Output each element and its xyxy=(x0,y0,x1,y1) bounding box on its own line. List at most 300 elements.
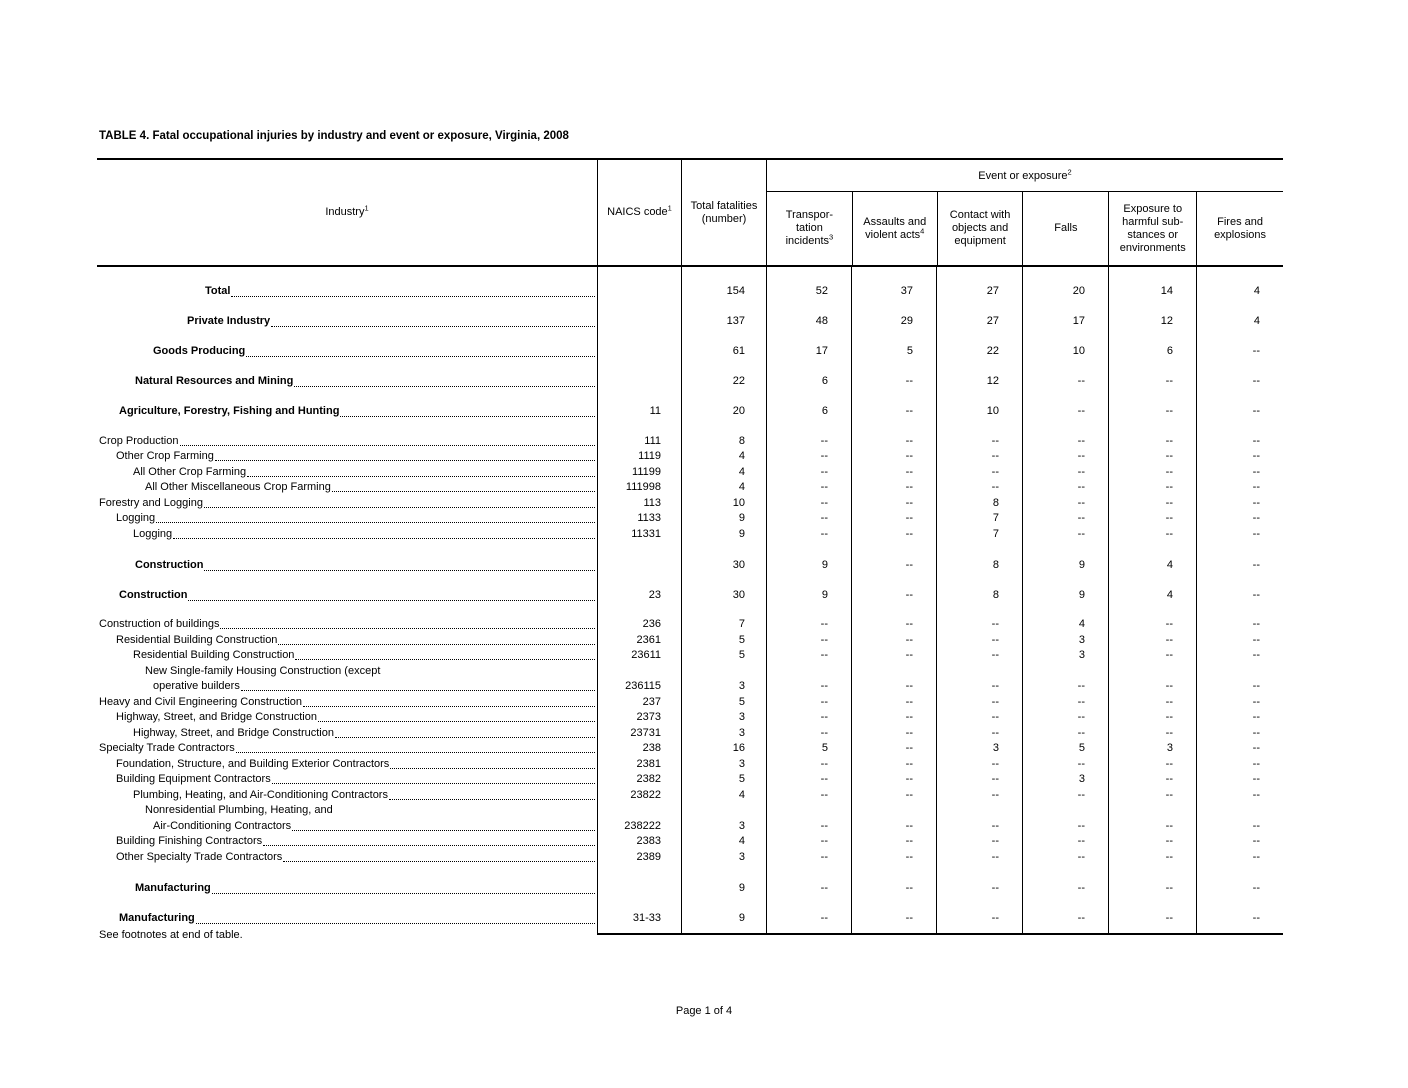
event-value-cell xyxy=(1022,610,1108,617)
event-value-cell: -- xyxy=(936,464,1022,480)
industry-row xyxy=(97,849,1283,865)
naics-code-cell: 23822 xyxy=(597,787,681,803)
industry-row xyxy=(97,903,1283,933)
event-value-cell: -- xyxy=(1108,694,1196,710)
event-value-cell: -- xyxy=(851,511,936,527)
industry-label-cell xyxy=(97,276,597,306)
industry-label-cell xyxy=(97,610,597,617)
event-value-cell: -- xyxy=(851,495,936,511)
total-fatalities-cell: 137 xyxy=(681,306,766,336)
fatalities-table xyxy=(97,158,1283,935)
event-header-line: objects and xyxy=(951,222,1009,234)
industry-label: Manufacturing xyxy=(119,911,195,924)
event-value-cell: -- xyxy=(1022,366,1108,396)
event-value-cell: 4 xyxy=(1196,306,1283,336)
industry-row xyxy=(97,632,1283,648)
event-value-cell: 8 xyxy=(936,495,1022,511)
naics-code-cell: 11 xyxy=(597,396,681,426)
event-value-cell: 6 xyxy=(766,396,851,426)
total-fatalities-cell xyxy=(681,803,766,819)
event-value-cell: 52 xyxy=(766,276,851,306)
event-value-cell xyxy=(936,542,1022,550)
industry-label: All Other Crop Farming xyxy=(133,465,247,478)
event-value-cell: -- xyxy=(766,725,851,741)
dot-leader xyxy=(390,768,595,769)
event-header-line: violent acts$^4$ xyxy=(865,225,925,241)
event-header-line: environments xyxy=(1119,241,1186,254)
event-value-cell: -- xyxy=(1196,818,1283,834)
event-value-cell: -- xyxy=(851,694,936,710)
table-title: TABLE 4. Fatal occupational injuries by industry and event or exposure, Virginia, 2008 xyxy=(99,130,569,142)
dot-leader xyxy=(236,752,595,753)
naics-code-cell: 2361 xyxy=(597,632,681,648)
spacer-row xyxy=(97,865,1283,873)
total-fatalities-cell: 16 xyxy=(681,741,766,757)
event-value-cell xyxy=(1108,865,1196,873)
total-fatalities-cell: 4 xyxy=(681,834,766,850)
event-value-cell: -- xyxy=(1108,710,1196,726)
industry-label: Private Industry xyxy=(187,315,271,327)
naics-code-cell: 2389 xyxy=(597,849,681,865)
event-value-cell: -- xyxy=(1022,396,1108,426)
event-value-cell: -- xyxy=(1108,903,1196,933)
footnote-marker: 4 xyxy=(920,225,925,235)
industry-row xyxy=(97,772,1283,788)
naics-code-cell: 111998 xyxy=(597,480,681,496)
event-value-cell: -- xyxy=(766,849,851,865)
event-value-cell: -- xyxy=(1022,710,1108,726)
column-header-transportation-incidents xyxy=(767,192,852,265)
event-value-cell: -- xyxy=(936,449,1022,465)
industry-row xyxy=(97,834,1283,850)
dot-leader xyxy=(318,721,595,722)
dot-leader xyxy=(389,799,595,800)
industry-label-cell xyxy=(97,550,597,580)
industry-label-cell xyxy=(97,663,597,679)
event-value-cell xyxy=(1022,426,1108,433)
event-value-cell: -- xyxy=(1108,725,1196,741)
event-value-cell: -- xyxy=(936,648,1022,664)
total-fatalities-header-line: Total fatalities xyxy=(690,199,758,212)
industry-row xyxy=(97,336,1283,366)
event-value-cell: -- xyxy=(851,366,936,396)
event-value-cell: -- xyxy=(1022,849,1108,865)
industry-label-cell xyxy=(97,725,597,741)
event-header-line: tation xyxy=(795,222,823,234)
industry-label: Residential Building Construction xyxy=(116,633,278,646)
total-fatalities-header-line: (number) xyxy=(701,212,747,225)
industry-row xyxy=(97,464,1283,480)
event-value-cell: -- xyxy=(1196,741,1283,757)
event-value-cell: -- xyxy=(851,480,936,496)
event-value-cell xyxy=(936,426,1022,433)
dot-leader xyxy=(196,923,595,924)
industry-label-cell xyxy=(97,632,597,648)
event-value-cell: 14 xyxy=(1108,276,1196,306)
event-value-cell: -- xyxy=(766,873,851,903)
event-value-cell: -- xyxy=(1196,396,1283,426)
naics-code-cell xyxy=(597,336,681,366)
dot-leader xyxy=(295,659,595,660)
event-value-cell xyxy=(936,803,1022,819)
event-value-cell: 3 xyxy=(936,741,1022,757)
industry-row xyxy=(97,648,1283,664)
event-value-cell: -- xyxy=(1108,526,1196,542)
event-value-cell: -- xyxy=(766,617,851,633)
industry-label-cell xyxy=(97,336,597,366)
total-fatalities-cell: 10 xyxy=(681,495,766,511)
event-value-cell: 48 xyxy=(766,306,851,336)
industry-row xyxy=(97,617,1283,633)
dot-leader xyxy=(204,570,595,571)
event-value-cell: -- xyxy=(766,480,851,496)
dot-leader xyxy=(204,507,595,508)
naics-code-cell: 23611 xyxy=(597,648,681,664)
industry-label: New Single-family Housing Construction (except xyxy=(145,664,381,677)
industry-row xyxy=(97,526,1283,542)
event-value-cell xyxy=(851,267,936,276)
industry-row xyxy=(97,663,1283,679)
spacer-row xyxy=(97,267,1283,276)
event-value-cell: -- xyxy=(1022,433,1108,449)
event-value-cell: -- xyxy=(851,772,936,788)
column-header-naics-code xyxy=(597,160,681,265)
naics-code-cell: 31-33 xyxy=(597,903,681,933)
industry-label: Plumbing, Heating, and Air-Conditioning Contractors xyxy=(133,788,388,801)
event-value-cell: -- xyxy=(1108,772,1196,788)
dot-leader xyxy=(340,416,595,417)
industry-row xyxy=(97,694,1283,710)
industry-label-cell xyxy=(97,772,597,788)
naics-code-cell: 236 xyxy=(597,617,681,633)
column-header-industry xyxy=(97,160,597,265)
event-value-cell: -- xyxy=(1196,632,1283,648)
event-value-cell: -- xyxy=(1196,756,1283,772)
event-value-cell: -- xyxy=(1022,787,1108,803)
event-value-cell xyxy=(1108,663,1196,679)
total-fatalities-cell xyxy=(681,610,766,617)
footnote-marker: 1 xyxy=(667,203,672,213)
total-fatalities-cell: 5 xyxy=(681,694,766,710)
industry-row xyxy=(97,756,1283,772)
industry-label: Other Specialty Trade Contractors xyxy=(116,850,283,863)
column-header-total-fatalities xyxy=(681,160,766,265)
naics-code-cell xyxy=(597,865,681,873)
dot-leader xyxy=(246,356,595,357)
industry-row xyxy=(97,818,1283,834)
industry-label: Other Crop Farming xyxy=(116,450,214,463)
total-fatalities-cell: 3 xyxy=(681,849,766,865)
event-value-cell: 27 xyxy=(936,276,1022,306)
event-value-cell xyxy=(1196,426,1283,433)
naics-code-cell: 1133 xyxy=(597,511,681,527)
event-value-cell: -- xyxy=(766,710,851,726)
industry-label-cell xyxy=(97,818,597,834)
total-fatalities-cell: 61 xyxy=(681,336,766,366)
event-value-cell: -- xyxy=(1196,679,1283,695)
naics-code-cell xyxy=(597,276,681,306)
event-value-cell: -- xyxy=(851,550,936,580)
total-fatalities-cell xyxy=(681,267,766,276)
event-value-cell: -- xyxy=(1196,526,1283,542)
event-value-cell: -- xyxy=(1108,787,1196,803)
industry-label-cell xyxy=(97,511,597,527)
event-value-cell: -- xyxy=(936,679,1022,695)
spacer-row xyxy=(97,542,1283,550)
event-value-cell xyxy=(766,865,851,873)
industry-label: Construction xyxy=(135,558,204,571)
total-fatalities-cell: 3 xyxy=(681,679,766,695)
naics-code-cell: 23731 xyxy=(597,725,681,741)
total-fatalities-cell: 5 xyxy=(681,648,766,664)
event-value-cell: -- xyxy=(1108,366,1196,396)
industry-label-cell xyxy=(97,426,597,433)
event-value-cell: 8 xyxy=(936,550,1022,580)
naics-code-cell: 2382 xyxy=(597,772,681,788)
event-header-line: incidents$^3$ xyxy=(785,232,834,247)
table-bottom-border xyxy=(597,933,1283,935)
event-value-cell xyxy=(1196,267,1283,276)
total-fatalities-cell: 30 xyxy=(681,580,766,610)
industry-label: Highway, Street, and Bridge Construction xyxy=(116,711,317,724)
event-value-cell: -- xyxy=(766,679,851,695)
dot-leader xyxy=(335,737,595,738)
industry-label-cell xyxy=(97,396,597,426)
event-value-cell: -- xyxy=(1196,710,1283,726)
event-value-cell: -- xyxy=(936,480,1022,496)
total-fatalities-cell xyxy=(681,663,766,679)
industry-label-cell xyxy=(97,495,597,511)
event-value-cell: 9 xyxy=(766,550,851,580)
event-value-cell: 4 xyxy=(1022,617,1108,633)
event-value-cell: -- xyxy=(766,756,851,772)
spacer-row xyxy=(97,426,1283,433)
industry-label: Total xyxy=(205,285,231,297)
industry-row xyxy=(97,276,1283,306)
industry-label-cell xyxy=(97,903,597,933)
event-value-cell: -- xyxy=(1108,679,1196,695)
dot-leader xyxy=(263,845,595,846)
event-value-cell: -- xyxy=(851,580,936,610)
industry-label-cell xyxy=(97,449,597,465)
event-exposure-section xyxy=(766,160,1283,265)
industry-row xyxy=(97,306,1283,336)
total-fatalities-cell: 7 xyxy=(681,617,766,633)
naics-code-cell: 11199 xyxy=(597,464,681,480)
event-value-cell: -- xyxy=(1022,511,1108,527)
industry-label: Crop Production xyxy=(99,434,179,447)
event-value-cell: -- xyxy=(1196,550,1283,580)
industry-label-cell xyxy=(97,648,597,664)
event-header-line: Contact with xyxy=(949,209,1011,221)
total-fatalities-cell: 3 xyxy=(681,818,766,834)
footnote-marker: 3 xyxy=(829,232,834,242)
event-value-cell: -- xyxy=(1108,632,1196,648)
event-header-line: harmful sub- xyxy=(1122,215,1184,228)
industry-label-cell xyxy=(97,834,597,850)
event-value-cell: -- xyxy=(766,772,851,788)
event-header-line: Fires and xyxy=(1217,215,1263,228)
dot-leader xyxy=(283,861,595,862)
event-value-cell xyxy=(766,542,851,550)
event-value-cell xyxy=(1196,610,1283,617)
industry-row xyxy=(97,787,1283,803)
event-value-cell xyxy=(1196,542,1283,550)
event-header-line: Assaults and xyxy=(863,215,927,228)
event-value-cell: -- xyxy=(851,741,936,757)
dot-leader xyxy=(156,522,595,523)
industry-label-cell xyxy=(97,741,597,757)
naics-code-cell: 2381 xyxy=(597,756,681,772)
event-value-cell: -- xyxy=(851,787,936,803)
dot-leader xyxy=(247,476,595,477)
naics-code-cell xyxy=(597,663,681,679)
event-value-cell: -- xyxy=(936,433,1022,449)
industry-row xyxy=(97,803,1283,819)
event-value-cell: -- xyxy=(1196,449,1283,465)
event-value-cell: 5 xyxy=(1022,741,1108,757)
event-value-cell: -- xyxy=(1022,495,1108,511)
event-value-cell: -- xyxy=(766,433,851,449)
event-value-cell: -- xyxy=(1108,433,1196,449)
total-fatalities-cell: 4 xyxy=(681,449,766,465)
event-header-line: Falls xyxy=(1054,222,1078,234)
table-body xyxy=(97,267,1283,933)
industry-row xyxy=(97,449,1283,465)
event-header-line: Transpor- xyxy=(785,209,834,221)
industry-label-cell xyxy=(97,306,597,336)
naics-code-cell: 2373 xyxy=(597,710,681,726)
footnote-marker: 2 xyxy=(1067,166,1072,176)
event-value-cell: -- xyxy=(936,632,1022,648)
total-fatalities-cell xyxy=(681,865,766,873)
event-value-cell: 5 xyxy=(851,336,936,366)
event-value-cell: -- xyxy=(766,526,851,542)
dot-leader xyxy=(180,445,596,446)
event-value-cell: -- xyxy=(1196,580,1283,610)
naics-code-cell: 236115 xyxy=(597,679,681,695)
industry-label-cell xyxy=(97,617,597,633)
event-value-cell: 20 xyxy=(1022,276,1108,306)
industry-row xyxy=(97,741,1283,757)
event-value-cell: -- xyxy=(1196,433,1283,449)
event-value-cell: -- xyxy=(1108,511,1196,527)
event-value-cell: -- xyxy=(851,464,936,480)
industry-label-cell xyxy=(97,267,597,276)
industry-label-cell xyxy=(97,694,597,710)
event-value-cell: 17 xyxy=(1022,306,1108,336)
dot-leader xyxy=(215,460,595,461)
dot-leader xyxy=(241,690,595,691)
event-value-cell: -- xyxy=(1108,818,1196,834)
event-value-cell xyxy=(1108,803,1196,819)
industry-label: Air-Conditioning Contractors xyxy=(153,819,292,832)
industry-label-cell xyxy=(97,526,597,542)
event-value-cell: -- xyxy=(1196,617,1283,633)
event-value-cell: -- xyxy=(1022,725,1108,741)
column-header-falls xyxy=(1022,192,1108,265)
total-fatalities-cell: 8 xyxy=(681,433,766,449)
event-value-cell: -- xyxy=(1196,495,1283,511)
event-value-cell: -- xyxy=(1022,464,1108,480)
industry-row xyxy=(97,433,1283,449)
event-value-cell: -- xyxy=(936,725,1022,741)
event-value-cell: -- xyxy=(936,756,1022,772)
industry-label: Natural Resources and Mining xyxy=(135,375,294,387)
event-value-cell: 4 xyxy=(1108,580,1196,610)
industry-label: Residential Building Construction xyxy=(133,649,295,662)
event-value-cell xyxy=(851,803,936,819)
column-header-contact-objects-equipment xyxy=(937,192,1023,265)
event-value-cell: -- xyxy=(1196,787,1283,803)
event-value-cell: -- xyxy=(1196,511,1283,527)
footnote: See footnotes at end of table. xyxy=(99,929,243,941)
event-value-cell: 27 xyxy=(936,306,1022,336)
event-value-cell: -- xyxy=(1196,834,1283,850)
naics-code-cell xyxy=(597,426,681,433)
event-value-cell: -- xyxy=(1022,526,1108,542)
naics-code-cell: 111 xyxy=(597,433,681,449)
industry-label-cell xyxy=(97,803,597,819)
event-value-cell: -- xyxy=(1108,873,1196,903)
industry-label-cell xyxy=(97,873,597,903)
naics-code-cell xyxy=(597,610,681,617)
event-value-cell xyxy=(766,426,851,433)
event-value-cell: -- xyxy=(1196,903,1283,933)
event-value-cell: -- xyxy=(766,495,851,511)
industry-label-cell xyxy=(97,542,597,550)
industry-label: Specialty Trade Contractors xyxy=(99,742,235,755)
event-value-cell: -- xyxy=(1196,464,1283,480)
total-fatalities-cell xyxy=(681,542,766,550)
event-value-cell: 4 xyxy=(1196,276,1283,306)
event-value-cell: 17 xyxy=(766,336,851,366)
event-value-cell: -- xyxy=(936,903,1022,933)
event-header-line: Exposure to xyxy=(1123,202,1183,215)
event-header-line: stances or xyxy=(1127,228,1179,241)
total-fatalities-cell: 20 xyxy=(681,396,766,426)
dot-leader xyxy=(220,628,595,629)
event-value-cell: -- xyxy=(766,449,851,465)
industry-label-cell xyxy=(97,480,597,496)
event-value-cell: 8 xyxy=(936,580,1022,610)
event-value-cell: -- xyxy=(851,526,936,542)
dot-leader xyxy=(292,830,595,831)
event-value-cell: -- xyxy=(766,787,851,803)
event-value-cell: -- xyxy=(766,648,851,664)
total-fatalities-cell: 3 xyxy=(681,725,766,741)
total-fatalities-cell: 154 xyxy=(681,276,766,306)
event-value-cell xyxy=(936,663,1022,679)
total-fatalities-cell: 9 xyxy=(681,903,766,933)
naics-code-cell xyxy=(597,267,681,276)
event-value-cell: -- xyxy=(1022,818,1108,834)
event-header-line: equipment xyxy=(954,235,1006,247)
industry-label: Nonresidential Plumbing, Heating, and xyxy=(145,804,333,817)
industry-label: Building Equipment Contractors xyxy=(116,773,271,786)
event-value-cell: -- xyxy=(766,694,851,710)
footnote-marker: 1 xyxy=(364,203,369,213)
dot-leader xyxy=(188,600,595,601)
industry-row xyxy=(97,366,1283,396)
event-value-cell: -- xyxy=(936,787,1022,803)
event-value-cell: 29 xyxy=(851,306,936,336)
industry-label-cell xyxy=(97,865,597,873)
event-exposure-banner xyxy=(767,160,1283,192)
event-value-cell: -- xyxy=(1196,336,1283,366)
event-value-cell xyxy=(1022,865,1108,873)
dot-leader xyxy=(332,491,595,492)
